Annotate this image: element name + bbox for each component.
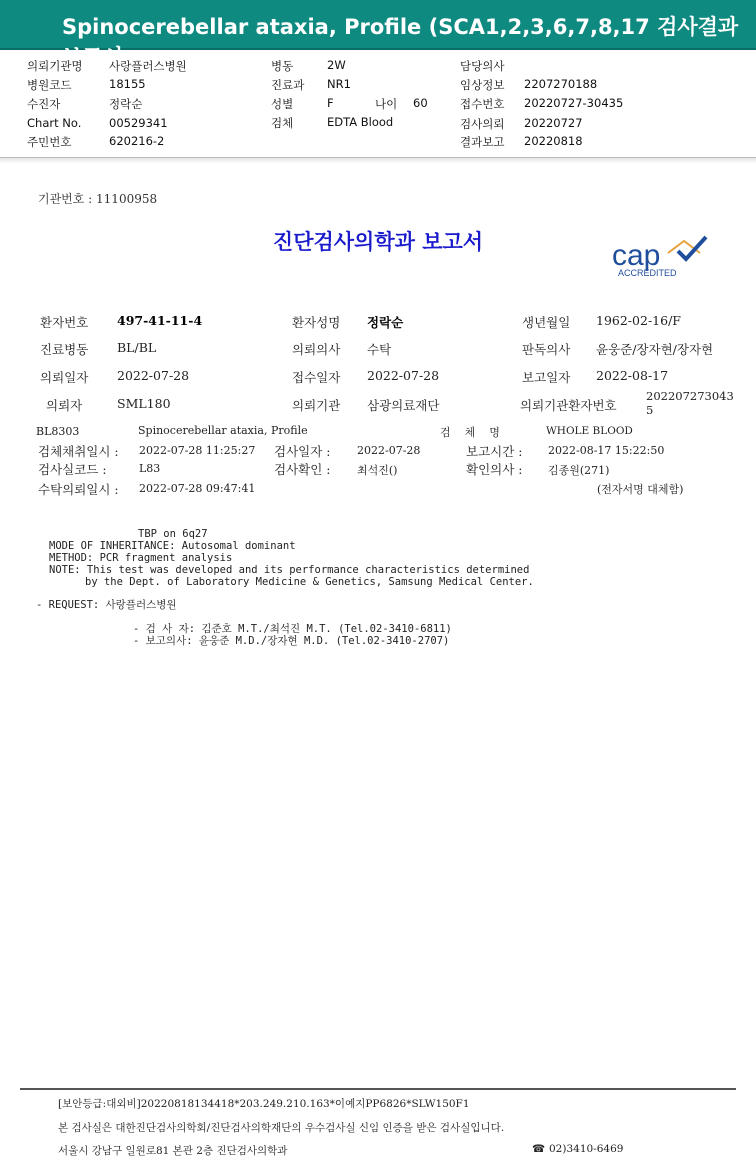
- info-value: 정락순: [367, 315, 404, 330]
- detail-value: 최석진(): [357, 464, 398, 477]
- detail-label: 보고시간 :: [466, 444, 523, 459]
- esign-note: (전자서명 대체함): [597, 483, 684, 496]
- info-label: 생년월일: [522, 315, 571, 330]
- test-code: BL8303: [36, 425, 80, 438]
- info-label: 진료병동: [40, 342, 89, 357]
- header-value: 18155: [109, 77, 146, 91]
- detail-value: 김종원(271): [548, 464, 610, 477]
- header-label: 결과보고: [460, 135, 505, 149]
- info-value-wrap: 5: [646, 403, 654, 417]
- certification-note: 본 검사실은 대한진단검사의학회/진단검사의학재단의 우수검사실 신임 인증을 받은 검사실입니다.: [58, 1122, 505, 1134]
- cap-logo-icon: [610, 233, 710, 279]
- request-line: - REQUEST: 사랑플러스병원: [36, 599, 177, 611]
- info-label: 의뢰기관환자번호: [520, 398, 617, 413]
- staff-line: - 검 사 자: 김준호 M.T./최석진 M.T. (Tel.02-3410-6811): [133, 623, 452, 635]
- header-value: 00529341: [109, 116, 168, 130]
- header-label: 진료과: [271, 78, 305, 92]
- detail-label: 검체채취일시 :: [38, 444, 119, 459]
- phone-icon: ☎: [532, 1143, 546, 1155]
- address: 서울시 강남구 일원로81 본관 2층 진단검사의학과: [58, 1145, 288, 1157]
- header-label: 임상정보: [460, 78, 505, 92]
- info-value: 2022-07-28: [117, 368, 190, 383]
- header-label: 성별: [271, 97, 294, 111]
- header-value: 2207270188: [524, 77, 598, 91]
- info-label: 의뢰의사: [292, 342, 341, 357]
- header-shadow: [0, 158, 756, 164]
- header-label: 검사의뢰: [460, 117, 505, 131]
- info-label: 환자번호: [40, 315, 89, 330]
- detail-value: 2022-08-17 15:22:50: [548, 444, 665, 457]
- info-label: 보고일자: [522, 370, 571, 385]
- agency-number: 기관번호 : 11100958: [38, 192, 158, 206]
- cap-logo-text: cap: [612, 239, 661, 272]
- body-line: MODE OF INHERITANCE: Autosomal dominant: [49, 540, 296, 552]
- info-value: 202207273043: [646, 389, 734, 403]
- header-value: F: [327, 96, 334, 110]
- header-value: 20220727-30435: [524, 96, 624, 110]
- page-title: Spinocerebellar ataxia, Profile (SCA1,2,3,6,7,8,17 검사결과보고서: [62, 15, 739, 69]
- age-label: 나이: [375, 97, 398, 111]
- body-line: TBP on 6q27: [138, 528, 208, 540]
- body-line: by the Dept. of Laboratory Medicine & Genetics, Samsung Medical Center.: [85, 576, 534, 588]
- info-label: 의뢰자: [46, 398, 83, 413]
- info-value: BL/BL: [117, 340, 157, 355]
- detail-label: 수탁의뢰일시 :: [38, 482, 119, 497]
- header-value: 정락순: [109, 97, 143, 111]
- staff-line: - 보고의사: 윤웅준 M.D./장자현 M.D. (Tel.02-3410-2707): [133, 635, 450, 647]
- info-label: 판독의사: [522, 342, 571, 357]
- detail-label: 확인의사 :: [466, 462, 523, 477]
- info-value: 수탁: [367, 342, 392, 357]
- cap-logo: [610, 233, 710, 279]
- info-value: 1962-02-16/F: [596, 313, 681, 328]
- info-value: 497-41-11-4: [117, 313, 203, 328]
- info-value: 2022-08-17: [596, 368, 669, 383]
- header-label: 병동: [271, 59, 294, 73]
- phone-number: 02)3410-6469: [549, 1143, 624, 1155]
- header-label: 주민번호: [27, 135, 72, 149]
- body-line: METHOD: PCR fragment analysis: [49, 552, 233, 564]
- age-value: 60: [413, 96, 428, 110]
- info-label: 환자성명: [292, 315, 341, 330]
- header-value: 2W: [327, 58, 346, 72]
- info-value: 윤웅준/장자현/장자현: [596, 342, 714, 357]
- specimen-label: 검 체 명: [440, 426, 500, 439]
- header-value: 20220818: [524, 134, 583, 148]
- header-value: EDTA Blood: [327, 115, 394, 129]
- detail-label: 검사실코드 :: [38, 462, 107, 477]
- header-label: 검체: [271, 116, 294, 130]
- report-title: 진단검사의학과 보고서: [272, 230, 484, 254]
- info-value: 삼광의료재단: [367, 398, 440, 413]
- info-value: 2022-07-28: [367, 368, 440, 383]
- header-value: 사랑플러스병원: [109, 59, 187, 73]
- header-label: 접수번호: [460, 97, 505, 111]
- info-label: 의뢰일자: [40, 370, 89, 385]
- specimen-value: WHOLE BLOOD: [546, 425, 633, 437]
- header-label: 의뢰기관명: [27, 59, 83, 73]
- cap-logo-sub: ACCREDITED: [618, 268, 677, 278]
- header-value: NR1: [327, 77, 351, 91]
- test-name: Spinocerebellar ataxia, Profile: [138, 424, 308, 437]
- header-label: Chart No.: [27, 116, 82, 130]
- security-note: [보안등급:대외비]20220818134418*203.249.210.163*이예지PP6826*SLW150F1: [58, 1098, 470, 1110]
- detail-label: 검사확인 :: [274, 462, 331, 477]
- detail-label: 검사일자 :: [274, 444, 331, 459]
- body-line: NOTE: This test was developed and its performance characteristics determined: [49, 564, 530, 576]
- header-value: 620216-2: [109, 134, 165, 148]
- header-label: 병원코드: [27, 78, 72, 92]
- header-label: 담당의사: [460, 59, 505, 73]
- header-label: 수진자: [27, 97, 61, 111]
- info-label: 의뢰기관: [292, 398, 341, 413]
- header-value: 20220727: [524, 116, 583, 130]
- detail-value: 2022-07-28 09:47:41: [139, 482, 256, 495]
- info-label: 접수일자: [292, 370, 341, 385]
- detail-value: 2022-07-28 11:25:27: [139, 444, 256, 457]
- info-value: SML180: [117, 396, 171, 411]
- detail-value: L83: [139, 462, 161, 475]
- detail-value: 2022-07-28: [357, 444, 421, 457]
